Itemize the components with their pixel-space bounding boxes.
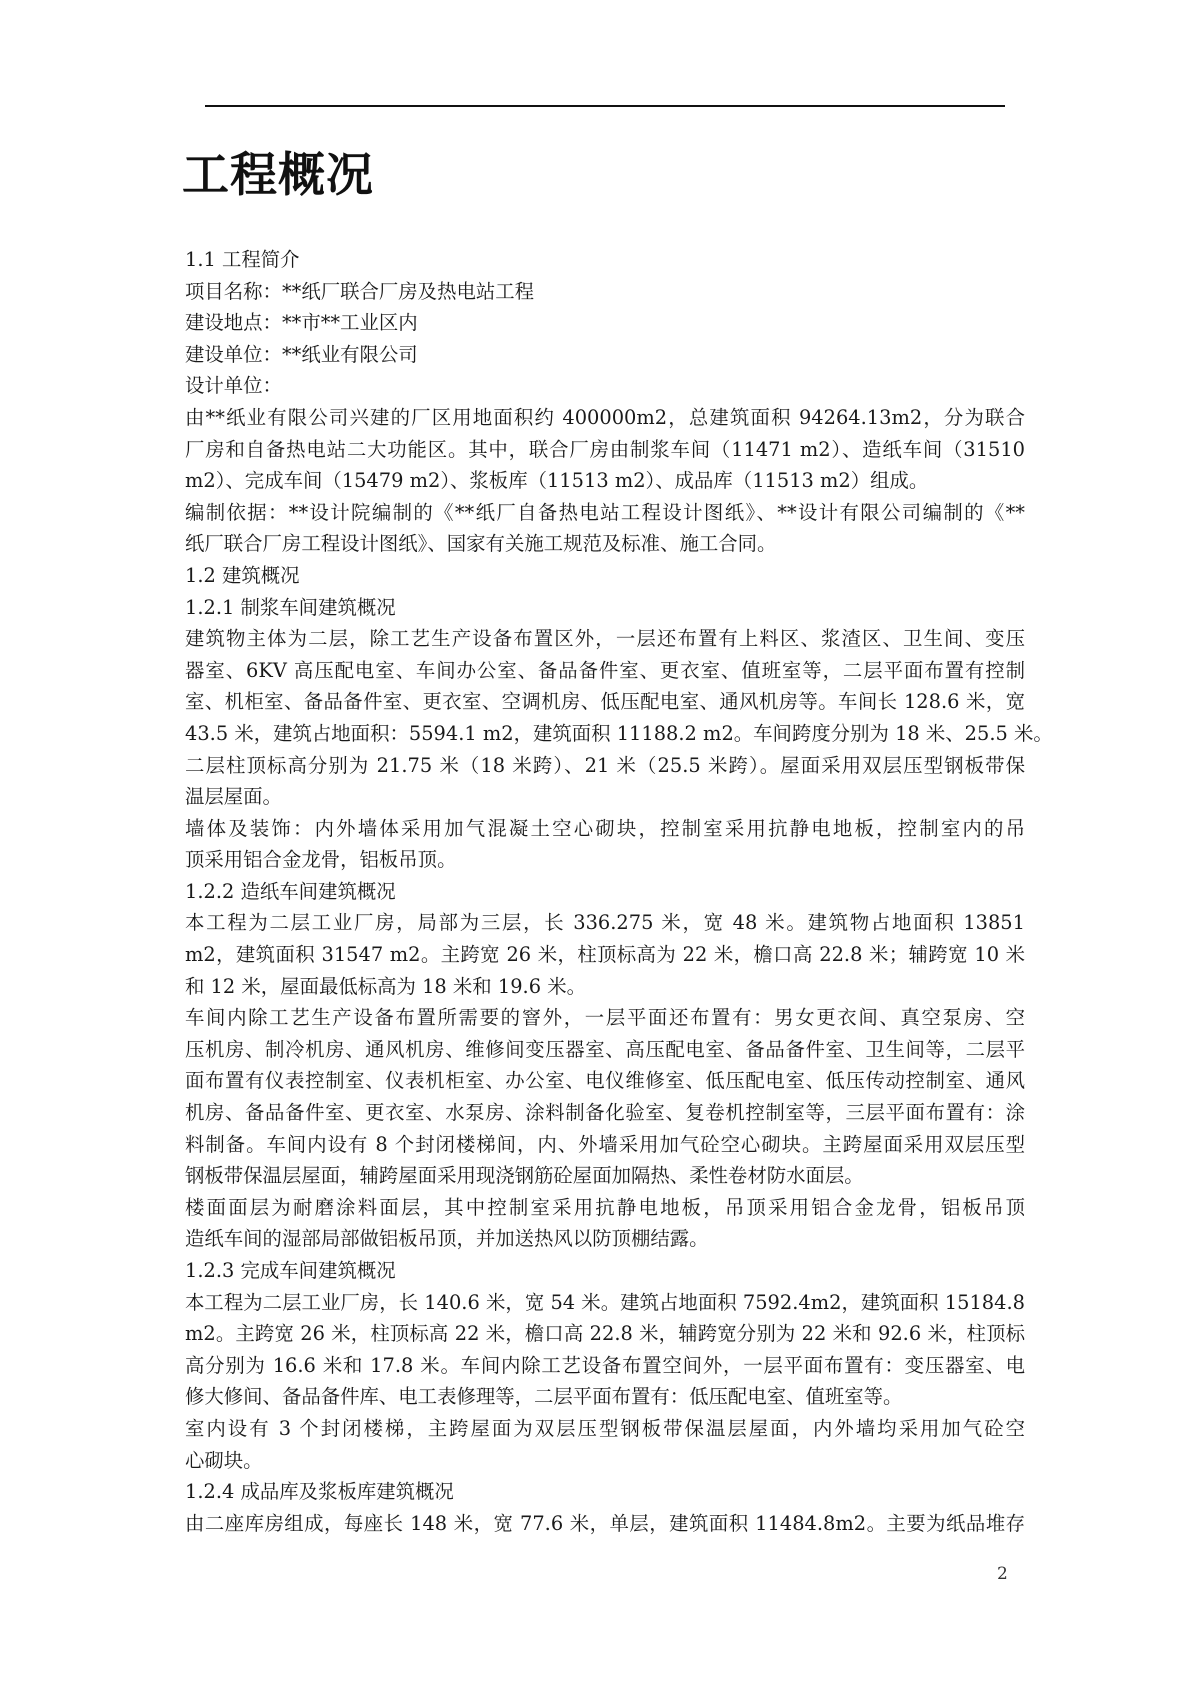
papermaking-line: 和 12 米，屋面最低标高为 18 米和 19.6 米。 xyxy=(185,974,586,998)
pulping-line: 43.5 米，建筑占地面积：5594.1 m2，建筑面积 11188.2 m2。车间跨度分别为 18 米、25.5 米。 xyxy=(185,721,1053,745)
designer-line: 设计单位： xyxy=(185,374,282,398)
location-line: 建设地点：**市**工业区内 xyxy=(185,311,418,335)
papermaking-paragraph-1 xyxy=(185,907,1025,1002)
section-heading-1-2-2: 1.2.2 造纸车间建筑概况 xyxy=(185,879,396,903)
pulping-paragraph-2 xyxy=(185,813,1025,876)
finishing-line: 本工程为二层工业厂房，长 140.6 米，宽 54 米。建筑占地面积 7592.4m2，建筑面积 15184.8 xyxy=(185,1290,1025,1314)
header-rule xyxy=(205,105,1005,107)
intro-paragraph xyxy=(185,402,1025,497)
finishing-line: 高分别为 16.6 米和 17.8 米。车间内除工艺设备布置空间外，一层平面布置有：变压器室、电 xyxy=(185,1353,1025,1377)
document-title: 工程概况 xyxy=(182,148,374,203)
papermaking-line: 压机房、制冷机房、通风机房、维修间变压器室、高压配电室、备品备件室、卫生间等，二层平 xyxy=(185,1037,1025,1061)
intro-line: 由**纸业有限公司兴建的厂区用地面积约 400000m2，总建筑面积 94264.13m2，分为联合 xyxy=(185,405,1025,429)
owner-line: 建设单位：**纸业有限公司 xyxy=(185,342,418,366)
section-heading-1-1: 1.1 工程简介 xyxy=(185,248,300,271)
intro-line: 厂房和自备热电站二大功能区。其中，联合厂房由制浆车间（11471 m2）、造纸车间（31510 xyxy=(185,437,1025,461)
pulping-line: 温层屋面。 xyxy=(185,785,282,809)
section-heading-1-2-4: 1.2.4 成品库及浆板库建筑概况 xyxy=(185,1480,454,1504)
papermaking-line: 料制备。车间内设有 8 个封闭楼梯间，内、外墙采用加气砼空心砌块。主跨屋面采用双层压型 xyxy=(185,1132,1025,1156)
papermaking-paragraph-3 xyxy=(185,1192,1025,1255)
pulping-paragraph-1 xyxy=(185,623,1053,813)
document-body xyxy=(185,244,1053,1539)
intro-line: m2）、完成车间（15479 m2）、浆板库（11513 m2）、成品库（11513 m2）组成。 xyxy=(185,469,929,493)
finishing-paragraph-1 xyxy=(185,1287,1025,1413)
basis-paragraph xyxy=(185,497,1025,560)
section-heading-1-2: 1.2 建筑概况 xyxy=(185,563,300,587)
warehouse-line: 由二座库房组成，每座长 148 米，宽 77.6 米，单层，建筑面积 11484.8m2。主要为纸品堆存 xyxy=(185,1511,1025,1535)
section-heading-1-2-3: 1.2.3 完成车间建筑概况 xyxy=(185,1259,396,1282)
pulping-line: 墙体及装饰：内外墙体采用加气混凝土空心砌块，控制室采用抗静电地板，控制室内的吊 xyxy=(185,816,1025,840)
finishing-line: 室内设有 3 个封闭楼梯，主跨屋面为双层压型钢板带保温层屋面，内外墙均采用加气砼空 xyxy=(185,1416,1025,1440)
papermaking-line: 本工程为二层工业厂房，局部为三层，长 336.275 米，宽 48 米。建筑物占地面积 13851 xyxy=(185,911,1025,935)
page-number: 2 xyxy=(997,1564,1008,1584)
warehouse-paragraph-1 xyxy=(185,1508,1025,1540)
papermaking-paragraph-2 xyxy=(185,1002,1025,1192)
papermaking-line: 车间内除工艺生产设备布置所需要的窨外，一层平面还布置有：男女更衣间、真空泵房、空 xyxy=(185,1006,1025,1030)
papermaking-line: 钢板带保温层屋面，辅跨屋面采用现浇钢筋砼屋面加隔热、柔性卷材防水面层。 xyxy=(185,1164,864,1188)
pulping-line: 建筑物主体为二层，除工艺生产设备布置区外，一层还布置有上料区、浆渣区、卫生间、变压 xyxy=(185,627,1025,651)
pulping-line: 室、机柜室、备品备件室、更衣室、空调机房、低压配电室、通风机房等。车间长 128.6 米，宽 xyxy=(185,690,1025,714)
papermaking-line: 造纸车间的湿部局部做铝板吊顶，并加送热风以防顶棚结露。 xyxy=(185,1227,709,1251)
finishing-line: 修大修间、备品备件库、电工表修理等，二层平面布置有：低压配电室、值班室等。 xyxy=(185,1385,903,1409)
basis-line: 编制依据：**设计院编制的《**纸厂自备热电站工程设计图纸》、**设计有限公司编制的《** xyxy=(185,500,1025,524)
finishing-paragraph-2 xyxy=(185,1413,1025,1476)
finishing-line: 心砌块。 xyxy=(185,1448,263,1472)
papermaking-line: 机房、备品备件室、更衣室、水泵房、涂料制备化验室、复卷机控制室等，三层平面布置有：涂 xyxy=(185,1101,1025,1125)
finishing-line: m2。主跨宽 26 米，柱顶标高 22 米，檐口高 22.8 米，辅跨宽分别为 22 米和 92.6 米，柱顶标 xyxy=(185,1322,1025,1346)
papermaking-line: 楼面面层为耐磨涂料面层，其中控制室采用抗静电地板，吊顶采用铝合金龙骨，铝板吊顶 xyxy=(185,1195,1025,1219)
pulping-line: 器室、6KV 高压配电室、车间办公室、备品备件室、更衣室、值班室等，二层平面布置有控制 xyxy=(185,658,1025,682)
basis-line: 纸厂联合厂房工程设计图纸》、国家有关施工规范及标准、施工合同。 xyxy=(185,532,777,556)
section-heading-1-2-1: 1.2.1 制浆车间建筑概况 xyxy=(185,595,396,619)
papermaking-line: m2，建筑面积 31547 m2。主跨宽 26 米，柱顶标高为 22 米，檐口高 22.8 米；辅跨宽 10 米 xyxy=(185,943,1025,967)
pulping-line: 二层柱顶标高分别为 21.75 米（18 米跨）、21 米（25.5 米跨）。屋面采用双层压型钢板带保 xyxy=(185,753,1025,777)
project-name-line: 项目名称：**纸厂联合厂房及热电站工程 xyxy=(185,279,535,303)
pulping-line: 顶采用铝合金龙骨，铝板吊顶。 xyxy=(185,848,457,872)
papermaking-line: 面布置有仪表控制室、仪表机柜室、办公室、电仪维修室、低压配电室、低压传动控制室、通风 xyxy=(185,1069,1025,1093)
